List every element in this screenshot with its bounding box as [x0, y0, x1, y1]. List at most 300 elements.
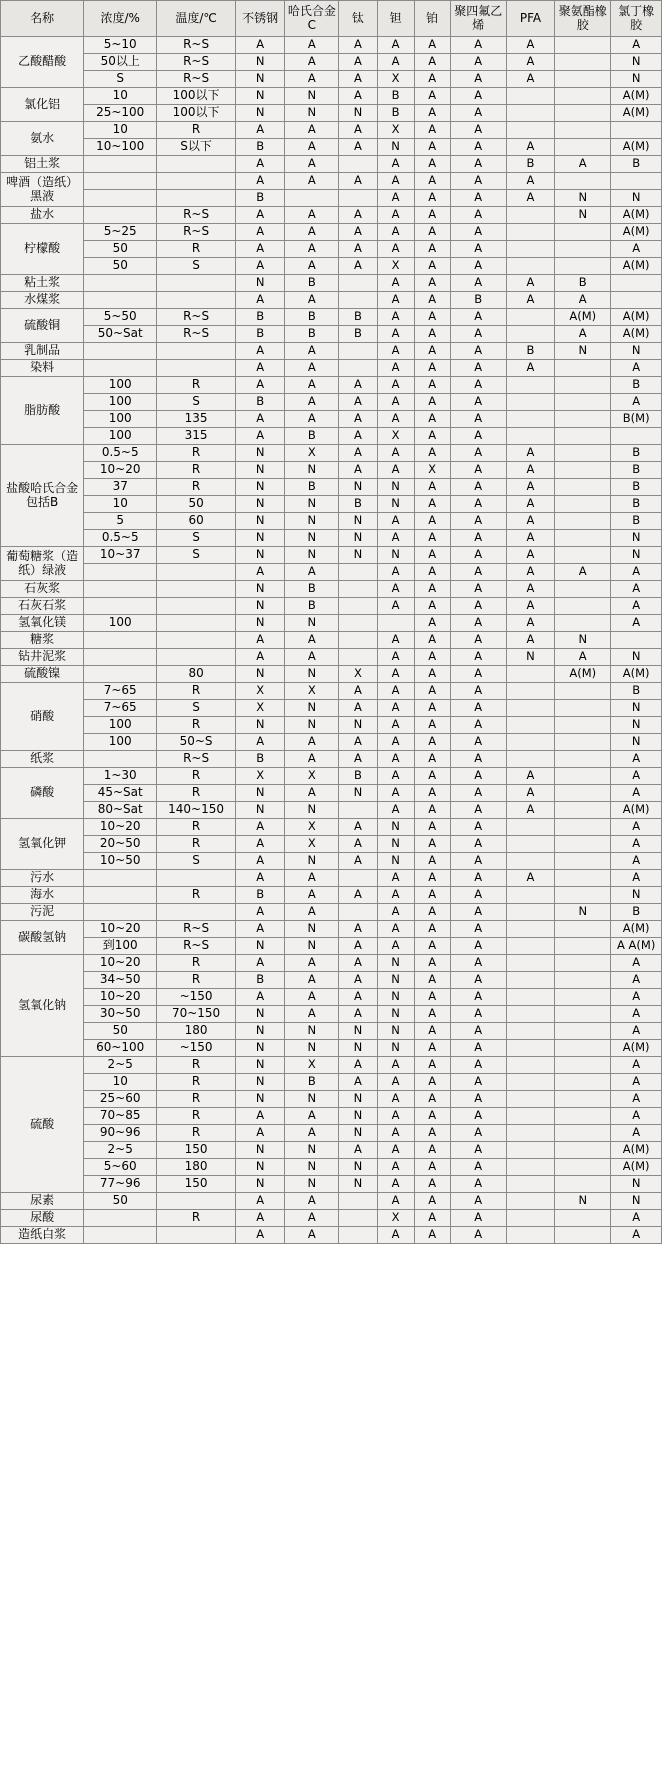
- rating-cell: A: [414, 751, 450, 768]
- concentration-cell: 100: [84, 394, 157, 411]
- rating-cell: [506, 819, 554, 836]
- table-row: [1, 853, 662, 870]
- temperature-cell: [157, 275, 236, 292]
- rating-cell: N: [235, 1040, 284, 1057]
- rating-cell: N: [611, 734, 662, 751]
- table-row: [1, 887, 662, 904]
- rating-cell: A: [377, 632, 414, 649]
- rating-cell: N: [285, 88, 339, 105]
- rating-cell: A: [450, 1142, 506, 1159]
- rating-cell: [555, 785, 611, 802]
- rating-cell: A: [414, 1142, 450, 1159]
- rating-cell: [339, 190, 377, 207]
- substance-name: 啤酒（造纸）黑液: [1, 173, 84, 207]
- rating-cell: A: [611, 1074, 662, 1091]
- table-row: [1, 1176, 662, 1193]
- rating-cell: N: [235, 1023, 284, 1040]
- rating-cell: B: [506, 343, 554, 360]
- substance-name: 磷酸: [1, 768, 84, 819]
- column-header-5: 钛: [339, 1, 377, 37]
- table-row: [1, 819, 662, 836]
- rating-cell: A: [339, 241, 377, 258]
- rating-cell: A(M): [611, 258, 662, 275]
- rating-cell: A: [285, 1006, 339, 1023]
- rating-cell: A: [450, 1176, 506, 1193]
- rating-cell: A: [235, 904, 284, 921]
- rating-cell: A: [285, 156, 339, 173]
- rating-cell: N: [339, 785, 377, 802]
- rating-cell: A: [285, 241, 339, 258]
- rating-cell: A: [285, 37, 339, 54]
- substance-name: 尿酸: [1, 1210, 84, 1227]
- rating-cell: N: [235, 581, 284, 598]
- rating-cell: A: [414, 190, 450, 207]
- concentration-cell: 100: [84, 377, 157, 394]
- rating-cell: A: [235, 649, 284, 666]
- substance-name: 纸浆: [1, 751, 84, 768]
- rating-cell: A: [377, 1142, 414, 1159]
- rating-cell: A: [339, 921, 377, 938]
- concentration-cell: S: [84, 71, 157, 88]
- rating-cell: [506, 258, 554, 275]
- rating-cell: A: [611, 751, 662, 768]
- rating-cell: [506, 1108, 554, 1125]
- rating-cell: [555, 717, 611, 734]
- rating-cell: A: [450, 547, 506, 564]
- rating-cell: N: [339, 479, 377, 496]
- rating-cell: [555, 1091, 611, 1108]
- table-row: [1, 258, 662, 275]
- rating-cell: [285, 190, 339, 207]
- concentration-cell: 20~50: [84, 836, 157, 853]
- rating-cell: A: [235, 564, 284, 581]
- rating-cell: A: [377, 513, 414, 530]
- rating-cell: A: [414, 428, 450, 445]
- rating-cell: B: [450, 292, 506, 309]
- substance-name: 盐水: [1, 207, 84, 224]
- rating-cell: B: [611, 445, 662, 462]
- rating-cell: A: [377, 1091, 414, 1108]
- concentration-cell: [84, 598, 157, 615]
- rating-cell: [555, 479, 611, 496]
- rating-cell: A: [414, 1159, 450, 1176]
- rating-cell: A: [506, 564, 554, 581]
- rating-cell: B: [235, 972, 284, 989]
- rating-cell: A: [377, 938, 414, 955]
- rating-cell: [611, 292, 662, 309]
- rating-cell: A: [414, 802, 450, 819]
- rating-cell: A: [414, 700, 450, 717]
- substance-name: 污水: [1, 870, 84, 887]
- rating-cell: A: [611, 853, 662, 870]
- rating-cell: A: [285, 972, 339, 989]
- rating-cell: N: [285, 462, 339, 479]
- rating-cell: A: [414, 54, 450, 71]
- rating-cell: A: [450, 921, 506, 938]
- table-row: [1, 700, 662, 717]
- rating-cell: A: [414, 955, 450, 972]
- table-row: [1, 751, 662, 768]
- table-row: [1, 275, 662, 292]
- concentration-cell: 10: [84, 496, 157, 513]
- rating-cell: A: [339, 1142, 377, 1159]
- concentration-cell: 25~100: [84, 105, 157, 122]
- concentration-cell: 2~5: [84, 1057, 157, 1074]
- rating-cell: A: [450, 224, 506, 241]
- rating-cell: [611, 173, 662, 190]
- rating-cell: N: [377, 1006, 414, 1023]
- rating-cell: [555, 972, 611, 989]
- rating-cell: [506, 1142, 554, 1159]
- rating-cell: A: [506, 190, 554, 207]
- concentration-cell: 0.5~5: [84, 530, 157, 547]
- concentration-cell: 45~Sat: [84, 785, 157, 802]
- rating-cell: A: [377, 275, 414, 292]
- rating-cell: A: [414, 377, 450, 394]
- rating-cell: [555, 173, 611, 190]
- rating-cell: A: [339, 54, 377, 71]
- rating-cell: [506, 1210, 554, 1227]
- rating-cell: [555, 88, 611, 105]
- rating-cell: [555, 462, 611, 479]
- rating-cell: A: [339, 71, 377, 88]
- rating-cell: A: [450, 1210, 506, 1227]
- rating-cell: [555, 887, 611, 904]
- rating-cell: A: [450, 71, 506, 88]
- table-row: [1, 241, 662, 258]
- rating-cell: B: [611, 462, 662, 479]
- rating-cell: A: [414, 1108, 450, 1125]
- table-row: [1, 377, 662, 394]
- rating-cell: A: [450, 343, 506, 360]
- rating-cell: B: [235, 190, 284, 207]
- rating-cell: B: [285, 581, 339, 598]
- rating-cell: A: [235, 173, 284, 190]
- rating-cell: [506, 1074, 554, 1091]
- rating-cell: N: [285, 1023, 339, 1040]
- rating-cell: [506, 122, 554, 139]
- table-row: [1, 785, 662, 802]
- rating-cell: A: [285, 564, 339, 581]
- rating-cell: A: [450, 700, 506, 717]
- rating-cell: B: [611, 904, 662, 921]
- rating-cell: N: [555, 632, 611, 649]
- temperature-cell: [157, 870, 236, 887]
- rating-cell: N: [285, 666, 339, 683]
- rating-cell: A: [414, 1193, 450, 1210]
- rating-cell: A: [611, 768, 662, 785]
- rating-cell: A: [285, 1193, 339, 1210]
- table-row: [1, 326, 662, 343]
- temperature-cell: R: [157, 1074, 236, 1091]
- rating-cell: N: [377, 1023, 414, 1040]
- table-row: [1, 360, 662, 377]
- rating-cell: N: [285, 1040, 339, 1057]
- rating-cell: A: [450, 564, 506, 581]
- temperature-cell: R~S: [157, 37, 236, 54]
- rating-cell: N: [235, 666, 284, 683]
- rating-cell: A: [235, 853, 284, 870]
- concentration-cell: 60~100: [84, 1040, 157, 1057]
- rating-cell: A: [235, 1193, 284, 1210]
- concentration-cell: 5: [84, 513, 157, 530]
- rating-cell: A: [285, 292, 339, 309]
- rating-cell: [555, 1108, 611, 1125]
- rating-cell: [506, 394, 554, 411]
- rating-cell: [555, 1125, 611, 1142]
- rating-cell: A: [414, 445, 450, 462]
- column-header-11: 氯丁橡胶: [611, 1, 662, 37]
- table-row: [1, 683, 662, 700]
- temperature-cell: R: [157, 768, 236, 785]
- table-row: [1, 547, 662, 564]
- rating-cell: X: [285, 445, 339, 462]
- rating-cell: [506, 241, 554, 258]
- table-row: [1, 717, 662, 734]
- rating-cell: N: [285, 530, 339, 547]
- rating-cell: A: [339, 853, 377, 870]
- rating-cell: A: [339, 1074, 377, 1091]
- substance-name: 染料: [1, 360, 84, 377]
- rating-cell: A(M): [611, 666, 662, 683]
- rating-cell: A: [506, 37, 554, 54]
- rating-cell: [555, 513, 611, 530]
- rating-cell: [506, 411, 554, 428]
- rating-cell: [555, 768, 611, 785]
- substance-name: 粘土浆: [1, 275, 84, 292]
- rating-cell: N: [235, 1142, 284, 1159]
- rating-cell: N: [285, 615, 339, 632]
- concentration-cell: [84, 173, 157, 190]
- rating-cell: [506, 1176, 554, 1193]
- temperature-cell: [157, 343, 236, 360]
- rating-cell: A(M): [611, 207, 662, 224]
- table-row: [1, 496, 662, 513]
- substance-name: 造纸白浆: [1, 1227, 84, 1244]
- rating-cell: A: [377, 564, 414, 581]
- rating-cell: [555, 530, 611, 547]
- rating-cell: A: [377, 1227, 414, 1244]
- concentration-cell: [84, 581, 157, 598]
- rating-cell: A: [450, 156, 506, 173]
- concentration-cell: 0.5~5: [84, 445, 157, 462]
- rating-cell: A: [506, 547, 554, 564]
- rating-cell: A: [450, 1006, 506, 1023]
- rating-cell: N: [235, 275, 284, 292]
- rating-cell: A: [377, 1176, 414, 1193]
- rating-cell: A: [450, 1091, 506, 1108]
- rating-cell: A: [339, 258, 377, 275]
- temperature-cell: R~S: [157, 921, 236, 938]
- rating-cell: N: [235, 71, 284, 88]
- rating-cell: A: [377, 156, 414, 173]
- rating-cell: A: [377, 343, 414, 360]
- rating-cell: [555, 360, 611, 377]
- rating-cell: [506, 1040, 554, 1057]
- table-row: [1, 564, 662, 581]
- rating-cell: A: [450, 581, 506, 598]
- rating-cell: A: [414, 71, 450, 88]
- rating-cell: N: [285, 1176, 339, 1193]
- rating-cell: A: [506, 275, 554, 292]
- rating-cell: A(M): [611, 326, 662, 343]
- concentration-cell: [84, 751, 157, 768]
- rating-cell: X: [235, 700, 284, 717]
- rating-cell: N: [555, 1193, 611, 1210]
- concentration-cell: 100: [84, 411, 157, 428]
- rating-cell: A: [450, 1108, 506, 1125]
- temperature-cell: R: [157, 1125, 236, 1142]
- rating-cell: A: [611, 1227, 662, 1244]
- rating-cell: [555, 54, 611, 71]
- rating-cell: A: [450, 1023, 506, 1040]
- rating-cell: [506, 326, 554, 343]
- table-row: [1, 71, 662, 88]
- rating-cell: A: [285, 904, 339, 921]
- rating-cell: A: [506, 173, 554, 190]
- rating-cell: A: [285, 139, 339, 156]
- temperature-cell: R~S: [157, 326, 236, 343]
- rating-cell: A: [285, 122, 339, 139]
- table-row: [1, 190, 662, 207]
- rating-cell: A: [450, 479, 506, 496]
- rating-cell: A: [611, 972, 662, 989]
- rating-cell: A(M): [611, 1040, 662, 1057]
- temperature-cell: 50: [157, 496, 236, 513]
- rating-cell: A: [611, 598, 662, 615]
- rating-cell: A: [414, 1074, 450, 1091]
- rating-cell: [555, 1142, 611, 1159]
- rating-cell: [339, 156, 377, 173]
- rating-cell: A: [285, 887, 339, 904]
- rating-cell: [339, 360, 377, 377]
- rating-cell: A: [414, 156, 450, 173]
- rating-cell: A: [285, 1108, 339, 1125]
- rating-cell: A: [414, 989, 450, 1006]
- rating-cell: N: [377, 819, 414, 836]
- temperature-cell: ~150: [157, 1040, 236, 1057]
- table-row: [1, 870, 662, 887]
- rating-cell: A: [555, 649, 611, 666]
- rating-cell: B: [235, 751, 284, 768]
- rating-cell: A: [506, 530, 554, 547]
- temperature-cell: 70~150: [157, 1006, 236, 1023]
- rating-cell: [339, 292, 377, 309]
- table-row: [1, 836, 662, 853]
- rating-cell: A: [339, 173, 377, 190]
- rating-cell: A: [414, 105, 450, 122]
- rating-cell: A: [377, 649, 414, 666]
- rating-cell: A: [414, 564, 450, 581]
- rating-cell: A: [414, 819, 450, 836]
- table-row: [1, 1210, 662, 1227]
- rating-cell: A: [506, 802, 554, 819]
- rating-cell: B: [611, 683, 662, 700]
- rating-cell: A: [450, 1227, 506, 1244]
- substance-name: 柠檬酸: [1, 224, 84, 275]
- rating-cell: [555, 836, 611, 853]
- concentration-cell: 30~50: [84, 1006, 157, 1023]
- rating-cell: A: [377, 190, 414, 207]
- rating-cell: N: [339, 1108, 377, 1125]
- rating-cell: A: [339, 972, 377, 989]
- substance-name: 水煤浆: [1, 292, 84, 309]
- table-row: [1, 343, 662, 360]
- rating-cell: N: [235, 54, 284, 71]
- rating-cell: A: [450, 734, 506, 751]
- rating-cell: A: [555, 156, 611, 173]
- rating-cell: A: [414, 768, 450, 785]
- rating-cell: A: [377, 377, 414, 394]
- rating-cell: A: [611, 564, 662, 581]
- rating-cell: A: [414, 479, 450, 496]
- rating-cell: N: [377, 1040, 414, 1057]
- temperature-cell: [157, 292, 236, 309]
- table-row: [1, 292, 662, 309]
- table-row: [1, 1227, 662, 1244]
- rating-cell: [555, 1210, 611, 1227]
- rating-cell: A: [414, 666, 450, 683]
- table-row: [1, 445, 662, 462]
- rating-cell: A: [235, 428, 284, 445]
- rating-cell: A: [377, 700, 414, 717]
- rating-cell: A: [414, 88, 450, 105]
- rating-cell: A: [506, 479, 554, 496]
- concentration-cell: [84, 360, 157, 377]
- rating-cell: A: [611, 1125, 662, 1142]
- rating-cell: [555, 1159, 611, 1176]
- rating-cell: A: [339, 445, 377, 462]
- temperature-cell: [157, 581, 236, 598]
- rating-cell: [555, 938, 611, 955]
- concentration-cell: 100: [84, 717, 157, 734]
- rating-cell: [506, 989, 554, 1006]
- rating-cell: A: [506, 513, 554, 530]
- rating-cell: A: [450, 309, 506, 326]
- rating-cell: A: [414, 275, 450, 292]
- rating-cell: A: [414, 37, 450, 54]
- rating-cell: A: [450, 258, 506, 275]
- rating-cell: A: [414, 785, 450, 802]
- rating-cell: B: [611, 377, 662, 394]
- rating-cell: A: [450, 513, 506, 530]
- rating-cell: A: [450, 632, 506, 649]
- rating-cell: A: [285, 224, 339, 241]
- rating-cell: N: [611, 717, 662, 734]
- rating-cell: A: [285, 207, 339, 224]
- rating-cell: A(M): [611, 88, 662, 105]
- table-header-row: [1, 1, 662, 37]
- concentration-cell: 10: [84, 1074, 157, 1091]
- rating-cell: A: [611, 785, 662, 802]
- rating-cell: N: [235, 717, 284, 734]
- substance-name: 硫酸铜: [1, 309, 84, 343]
- table-row: [1, 122, 662, 139]
- rating-cell: B: [611, 496, 662, 513]
- rating-cell: A: [377, 309, 414, 326]
- rating-cell: B: [235, 887, 284, 904]
- rating-cell: A: [235, 258, 284, 275]
- rating-cell: [555, 1023, 611, 1040]
- column-header-4: 哈氏合金C: [285, 1, 339, 37]
- rating-cell: A: [611, 394, 662, 411]
- rating-cell: A: [506, 870, 554, 887]
- rating-cell: N: [235, 1091, 284, 1108]
- temperature-cell: S以下: [157, 139, 236, 156]
- rating-cell: A: [377, 37, 414, 54]
- rating-cell: A: [377, 394, 414, 411]
- rating-cell: A: [611, 836, 662, 853]
